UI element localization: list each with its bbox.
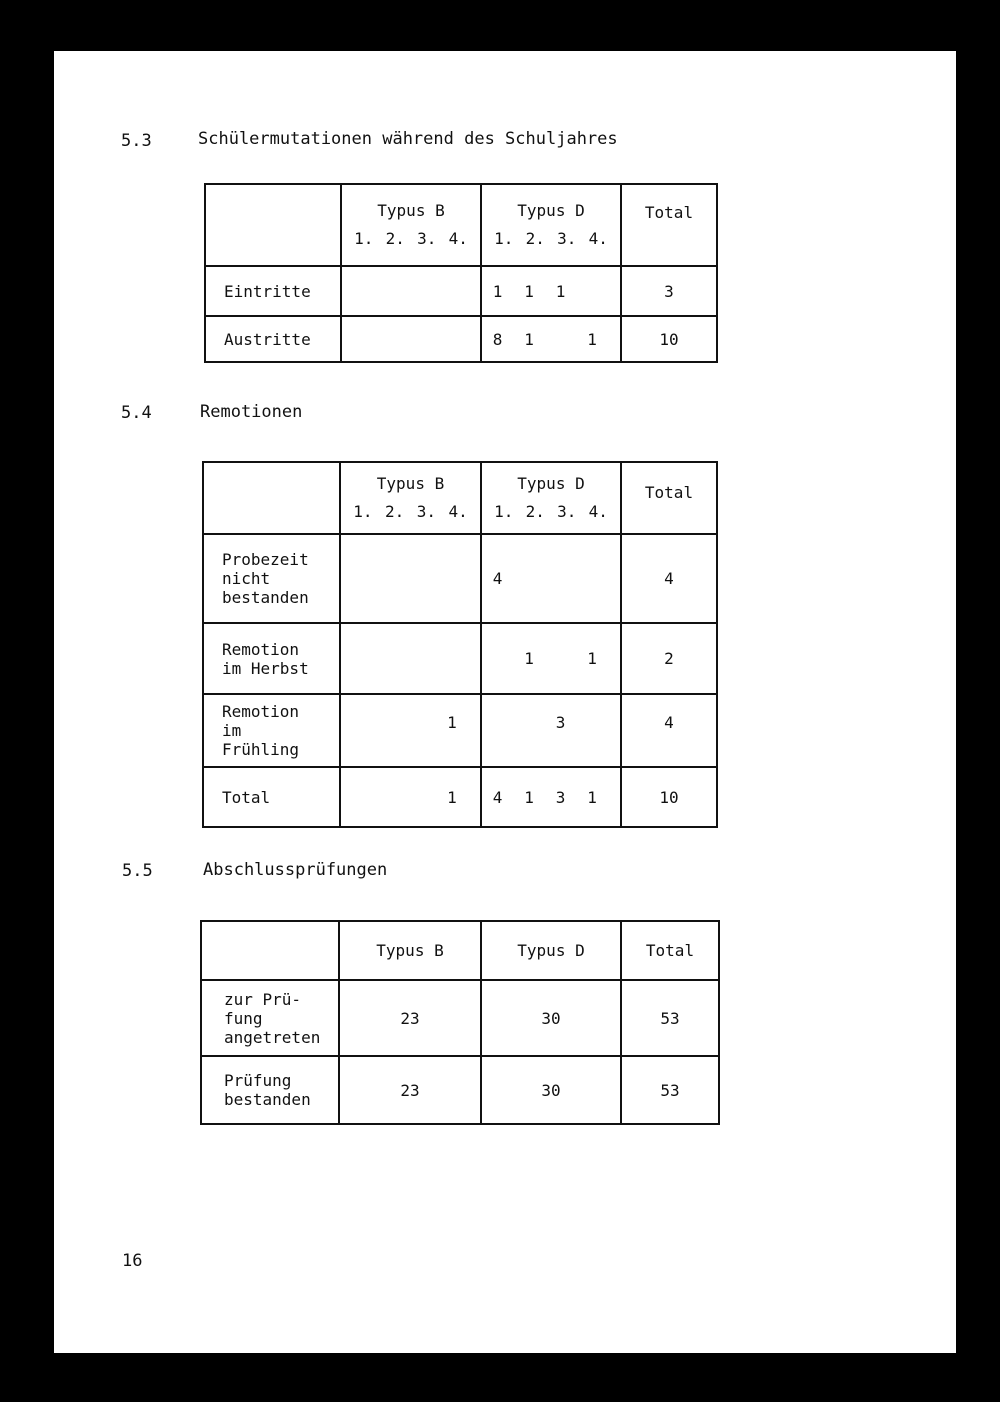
section-title: Abschlussprüfungen (203, 860, 388, 880)
cell-value: 30 (481, 980, 621, 1056)
cell-value: 1 (587, 787, 597, 807)
cell-value: 8 (492, 329, 503, 349)
cell-value: 1 (587, 329, 597, 349)
cell-value: 1 (524, 787, 534, 807)
remotions-table (202, 461, 718, 828)
total-value: 2 (621, 623, 717, 694)
section-title: Remotionen (200, 402, 303, 422)
row-label: Probezeit nicht bestanden (203, 534, 340, 623)
table-row (203, 767, 717, 827)
total-value: 10 (621, 316, 717, 362)
total-header: Total (621, 462, 717, 534)
corner-cell (203, 462, 340, 534)
page-number: 16 (122, 1251, 143, 1271)
table-row (201, 1056, 719, 1124)
typus-d-header: Typus D (481, 921, 621, 980)
row-label: zur Prü- fung angetreten (201, 980, 339, 1056)
cell-value: 1 (524, 281, 534, 301)
cell-value: 1 (524, 329, 534, 349)
total-header: Total (621, 184, 717, 266)
row-label: Prüfung bestanden (201, 1056, 339, 1124)
row-label: Total (203, 767, 340, 827)
cell-value: 4 (492, 787, 503, 807)
cell-value: 3 (555, 713, 566, 732)
cell-value: 1 (555, 281, 566, 301)
row-label: Remotion im Herbst (203, 623, 340, 694)
table-row (203, 623, 717, 694)
typus-d-header: Typus D 1. 2. 3. 4. (481, 184, 621, 266)
total-value: 4 (621, 694, 717, 767)
row-label: Eintritte (205, 266, 341, 316)
corner-cell (201, 921, 339, 980)
corner-cell (205, 184, 341, 266)
section-title: Schülermutationen während des Schuljahres (198, 129, 618, 149)
total-value: 10 (621, 767, 717, 827)
mutations-table (204, 183, 718, 363)
cell-value: 1 (587, 649, 597, 668)
cell-value: 3 (555, 787, 566, 807)
cell-value: 23 (339, 980, 481, 1056)
cell-value: 4 (492, 569, 503, 588)
table-row (201, 980, 719, 1056)
row-label: Austritte (205, 316, 341, 362)
total-header: Total (621, 921, 719, 980)
typus-b-header: Typus B (339, 921, 481, 980)
section-number: 5.5 (122, 861, 153, 881)
table-row (205, 316, 717, 362)
section-number: 5.3 (121, 131, 152, 151)
row-label: Remotion im Frühling (203, 694, 340, 767)
section-number: 5.4 (121, 403, 152, 423)
total-value: 4 (621, 534, 717, 623)
table-row (203, 694, 717, 767)
cell-value: 1 (447, 787, 457, 807)
document-page (54, 51, 956, 1353)
exams-table (200, 920, 720, 1125)
typus-b-header: Typus B 1. 2. 3. 4. (340, 462, 481, 534)
cell-value: 30 (481, 1056, 621, 1124)
typus-d-header: Typus D 1. 2. 3. 4. (481, 462, 621, 534)
cell-value: 1 (492, 281, 503, 301)
table-row (205, 266, 717, 316)
cell-value: 1 (447, 713, 457, 732)
total-value: 53 (621, 980, 719, 1056)
total-value: 3 (621, 266, 717, 316)
cell-value: 23 (339, 1056, 481, 1124)
total-value: 53 (621, 1056, 719, 1124)
typus-b-header: Typus B 1. 2. 3. 4. (341, 184, 481, 266)
cell-value: 1 (524, 649, 534, 668)
table-row (203, 534, 717, 623)
